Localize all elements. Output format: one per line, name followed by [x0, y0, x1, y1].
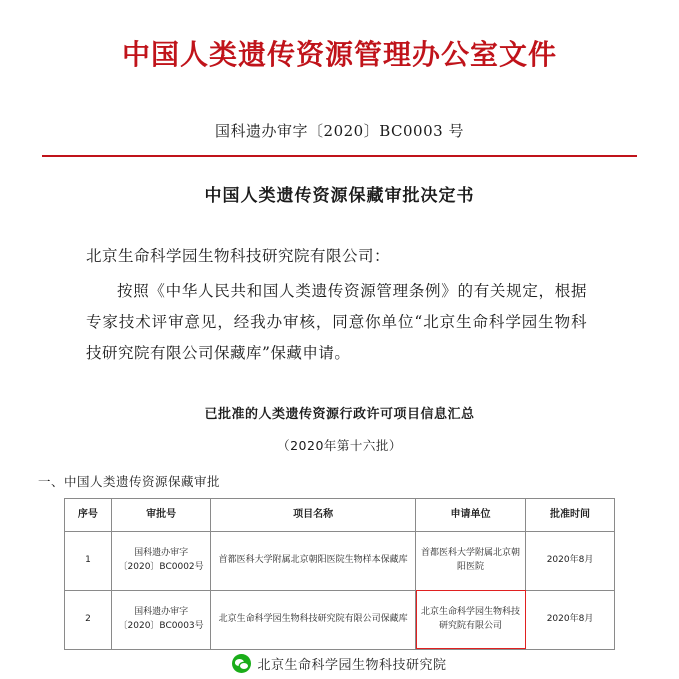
- column-header-approval-date: 批准时间: [526, 498, 615, 531]
- approval-number-line-1: 国科遗办审字: [134, 548, 189, 559]
- column-header-no: 序号: [65, 498, 112, 531]
- cell-project-name: 首都医科大学附属北京朝阳医院生物样本保藏库: [211, 531, 416, 590]
- cell-approval-date: 2020年8月: [526, 531, 615, 590]
- approval-number-line-2: 〔2020〕BC0003号: [118, 620, 204, 631]
- footer-attribution: [0, 654, 679, 673]
- cell-approval-date: 2020年8月: [526, 590, 615, 649]
- column-header-applicant: 申请单位: [416, 498, 526, 531]
- red-divider: [42, 155, 637, 157]
- applicant-line-2: 阳医院: [457, 561, 485, 572]
- approval-number-line-1: 国科遗办审字: [134, 607, 189, 618]
- approval-table-wrapper: [34, 498, 645, 650]
- applicant-line-1: 首都医科大学附属北京朝: [421, 548, 521, 559]
- cell-no: 1: [65, 531, 112, 590]
- cell-approval-number: [111, 590, 210, 649]
- wechat-icon: [232, 654, 251, 673]
- summary-title: 已批准的人类遗传资源行政许可项目信息汇总: [204, 406, 475, 422]
- addressee-line: 北京生命科学园生物科技研究院有限公司：: [86, 246, 391, 265]
- decision-title: 中国人类遗传资源保藏审批决定书: [204, 185, 475, 206]
- column-header-project-name: 项目名称: [211, 498, 416, 531]
- table-row: [65, 590, 615, 649]
- body-paragraph: 按照《中华人民共和国人类遗传资源管理条例》的有关规定，根据专家技术评审意见，经我办审核，同意你单位“北京生命科学园生物科技研究院有限公司保藏库”保藏申请。: [86, 281, 587, 362]
- cell-applicant: [416, 531, 526, 590]
- applicant-line-1: 北京生命科学园生物科技: [421, 607, 521, 618]
- batch-line: （2020年第十六批）: [277, 437, 402, 453]
- approval-table: [64, 498, 615, 650]
- document-number: 国科遗办审字〔2020〕BC0003 号: [215, 121, 464, 140]
- section-heading: 一、中国人类遗传资源保藏审批: [38, 473, 221, 489]
- table-row: [65, 531, 615, 590]
- applicant-line-2: 研究院有限公司: [439, 620, 503, 631]
- footer-account-name: 北京生命科学园生物科技研究院: [257, 658, 447, 673]
- document-title: 中国人类遗传资源管理办公室文件: [121, 38, 557, 71]
- table-header-row: [65, 498, 615, 531]
- column-header-approval-number: 审批号: [111, 498, 210, 531]
- cell-project-name: 北京生命科学园生物科技研究院有限公司保藏库: [211, 590, 416, 649]
- cell-applicant-highlighted: [416, 590, 526, 649]
- cell-approval-number: [111, 531, 210, 590]
- approval-number-line-2: 〔2020〕BC0002号: [118, 561, 204, 572]
- cell-no: 2: [65, 590, 112, 649]
